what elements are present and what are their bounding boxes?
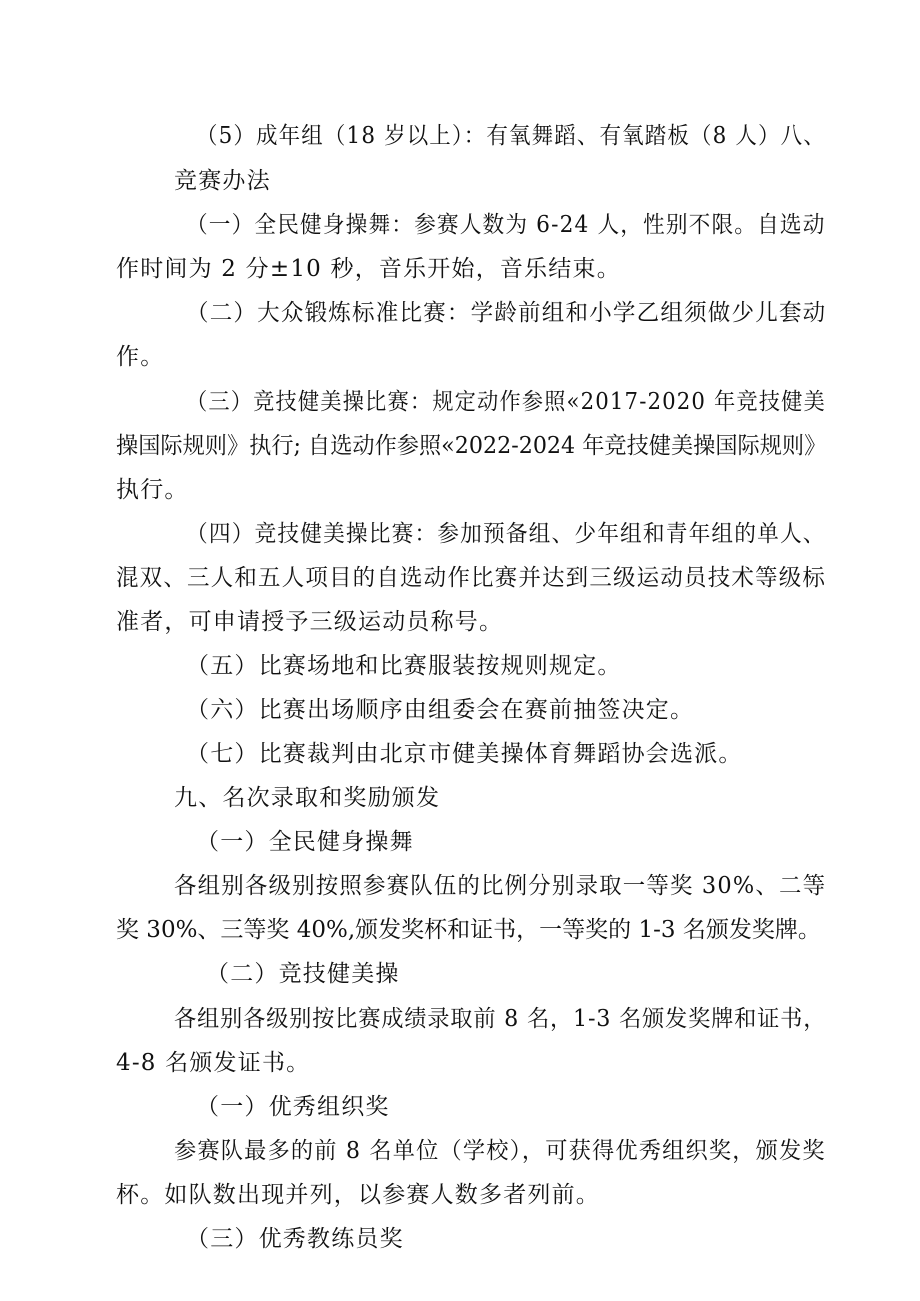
text-line-item-6-order: （六）比赛出场顺序由组委会在赛前抽签决定。 bbox=[186, 697, 695, 723]
text-line-item-4-cont2: 准者，可申请授予三级运动员称号。 bbox=[116, 609, 504, 635]
text-line-item-3-competitive: （三）竞技健美操比赛：规定动作参照«2017-2020 年竞技健美 bbox=[186, 389, 826, 415]
subheading-competitive: （二）竞技健美操 bbox=[206, 961, 400, 987]
subheading-coach-award: （三）优秀教练员奖 bbox=[186, 1226, 404, 1252]
text-line-item-2-standard: （二）大众锻炼标准比赛：学龄前组和小学乙组须做少儿套动 bbox=[186, 300, 827, 326]
section-heading-awards: 九、名次录取和奖励颁发 bbox=[174, 785, 441, 811]
text-line-organization-award: 参赛队最多的前 8 名单位（学校），可获得优秀组织奖，颁发奖 bbox=[174, 1138, 826, 1164]
text-line-fitness-awards-cont: 奖 30%、三等奖 40%,颁发奖杯和证书，一等奖的 1-3 名颁发奖牌。 bbox=[116, 917, 821, 943]
text-line-item-1-fitness-dance: （一）全民健身操舞：参赛人数为 6-24 人，性别不限。自选动 bbox=[186, 212, 826, 238]
text-line-item-1-cont: 作时间为 2 分±10 秒，音乐开始，音乐结束。 bbox=[116, 256, 621, 282]
text-line-item-3-cont: 操国际规则》执行; 自选动作参照«2022-2024 年竞技健美操国际规则》 bbox=[116, 433, 827, 459]
text-line-organization-award-cont: 杯。如队数出现并列，以参赛人数多者列前。 bbox=[116, 1182, 600, 1208]
text-line-fitness-awards: 各组别各级别按照参赛队伍的比例分别录取一等奖 30%、二等 bbox=[174, 873, 827, 899]
subheading-fitness-dance: （一）全民健身操舞 bbox=[196, 829, 414, 855]
text-line-competitive-awards: 各组别各级别按比赛成绩录取前 8 名，1-3 名颁发奖牌和证书， bbox=[174, 1006, 827, 1032]
text-line-item-7-judges: （七）比赛裁判由北京市健美操体育舞蹈协会选派。 bbox=[186, 741, 743, 767]
text-line-competitive-awards-cont: 4-8 名颁发证书。 bbox=[116, 1050, 311, 1076]
subheading-organization-award: （一）优秀组织奖 bbox=[196, 1094, 390, 1120]
text-line-item-5-venue: （五）比赛场地和比赛服装按规则规定。 bbox=[186, 653, 622, 679]
text-line-competition-method: 竞赛办法 bbox=[174, 168, 271, 194]
text-line-adult-group: （5）成年组（18 岁以上）：有氧舞蹈、有氧踏板（8 人）八、 bbox=[196, 123, 826, 149]
text-line-item-2-cont: 作。 bbox=[116, 344, 165, 370]
text-line-item-3-cont2: 执行。 bbox=[116, 477, 189, 503]
text-line-item-4-cont: 混双、三人和五人项目的自选动作比赛并达到三级运动员技术等级标 bbox=[116, 565, 827, 591]
text-line-item-4-competitive: （四）竞技健美操比赛：参加预备组、少年组和青年组的单人、 bbox=[186, 521, 826, 547]
